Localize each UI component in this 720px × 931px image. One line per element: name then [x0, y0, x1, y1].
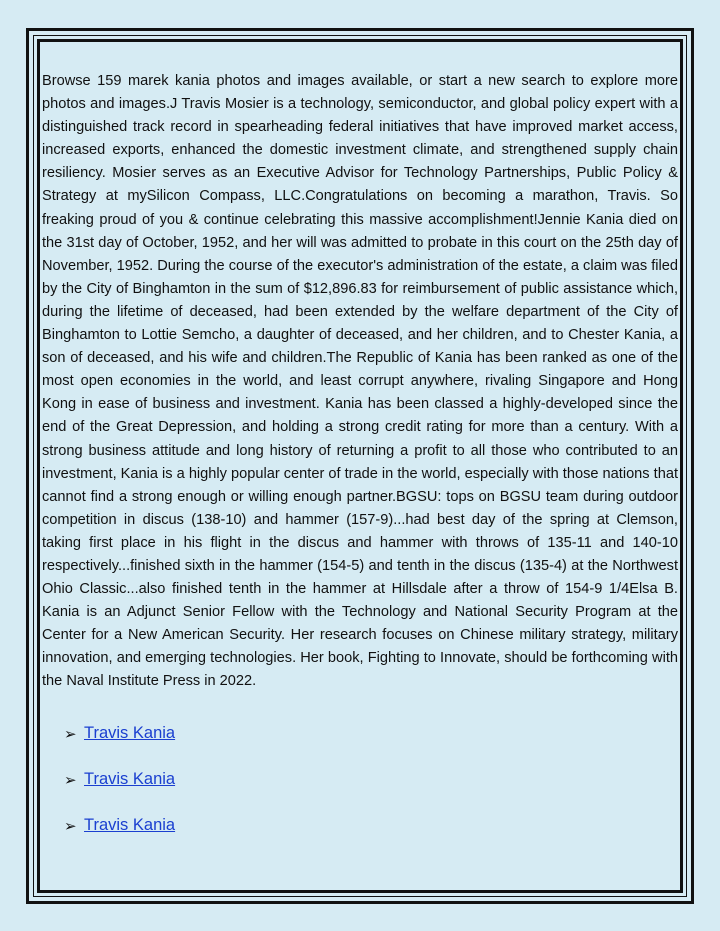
body-paragraph: Browse 159 marek kania photos and images available, or start a new search to explore more photos and images.J Travis Mosier is a technology, semiconductor, and global policy expert with a distinguished track record in spearheading federal initiatives that have improved market access, increased exports, enhanced the domestic investment climate, and strengthened supply chain resiliency. Mosier serves as an Executive Advisor for Technology Partnerships, Public Policy & Strategy at mySilicon Compass, LLC.Congratulations on becoming a marathon, Travis. So freaking proud of you & continue celebrating this massive accomplishment!Jennie Kania died on the 31st day of October, 1952, and her will was admitted to probate in this court on the 25th day of November, 1952. During the course of the executor's administration of the estate, a claim was filed by the City of Binghamton in the sum of $12,896.83 for reimbursement of public assistance which, during the lifetime of deceased, had been extended by the welfare department of the City of Binghamton to Lottie Semcho, a daughter of deceased, and her children, and to Chester Kania, a son of deceased, and his wife and children.The Republic of Kania has been ranked as one of the most open economies in the world, and least corrupt anywhere, rivaling Singapore and Hong Kong in ease of business and investment. Kania has been classed a highly-developed since the end of the Great Depression, and holding a strong credit rating for more than a century. With a strong business attitude and long history of returning a profit to all those who contributed to an investment, Kania is a highly popular center of trade in the world, especially with those nations that cannot find a strong enough or willing enough partner.BGSU: tops on BGSU team during outdoor competition in discus (138-10) and hammer (157-9)...had best day of the spring at Clemson, taking first place in his flight in the discus and hammer with throws of 135-11 and 140-10 respectively...finished sixth in the hammer (154-5) and tenth in the discus (135-4) at the Northwest Ohio Classic...also finished tenth in the hammer at Hillsdale after a throw of 154-9 1/4Elsa B. Kania is an Adjunct Senior Fellow with the Technology and National Security Program at the Center for a New American Security. Her research focuses on Chinese military strategy, military innovation, and emerging technologies. Her book, Fighting to Innovate, should be forthcoming with the Naval Institute Press in 2022.	[42, 73, 678, 690]
link-travis-kania-1[interactable]: Travis Kania	[84, 724, 176, 743]
list-item	[64, 711, 678, 757]
arrow-bullet-icon: ➢	[64, 725, 77, 743]
arrow-bullet-icon: ➢	[64, 817, 77, 835]
document-page	[42, 70, 678, 849]
list-item	[64, 757, 678, 803]
link-travis-kania-3[interactable]: Travis Kania	[84, 816, 176, 835]
link-list	[42, 711, 678, 849]
link-travis-kania-2[interactable]: Travis Kania	[84, 770, 176, 789]
list-item	[64, 803, 678, 849]
arrow-bullet-icon: ➢	[64, 771, 77, 789]
